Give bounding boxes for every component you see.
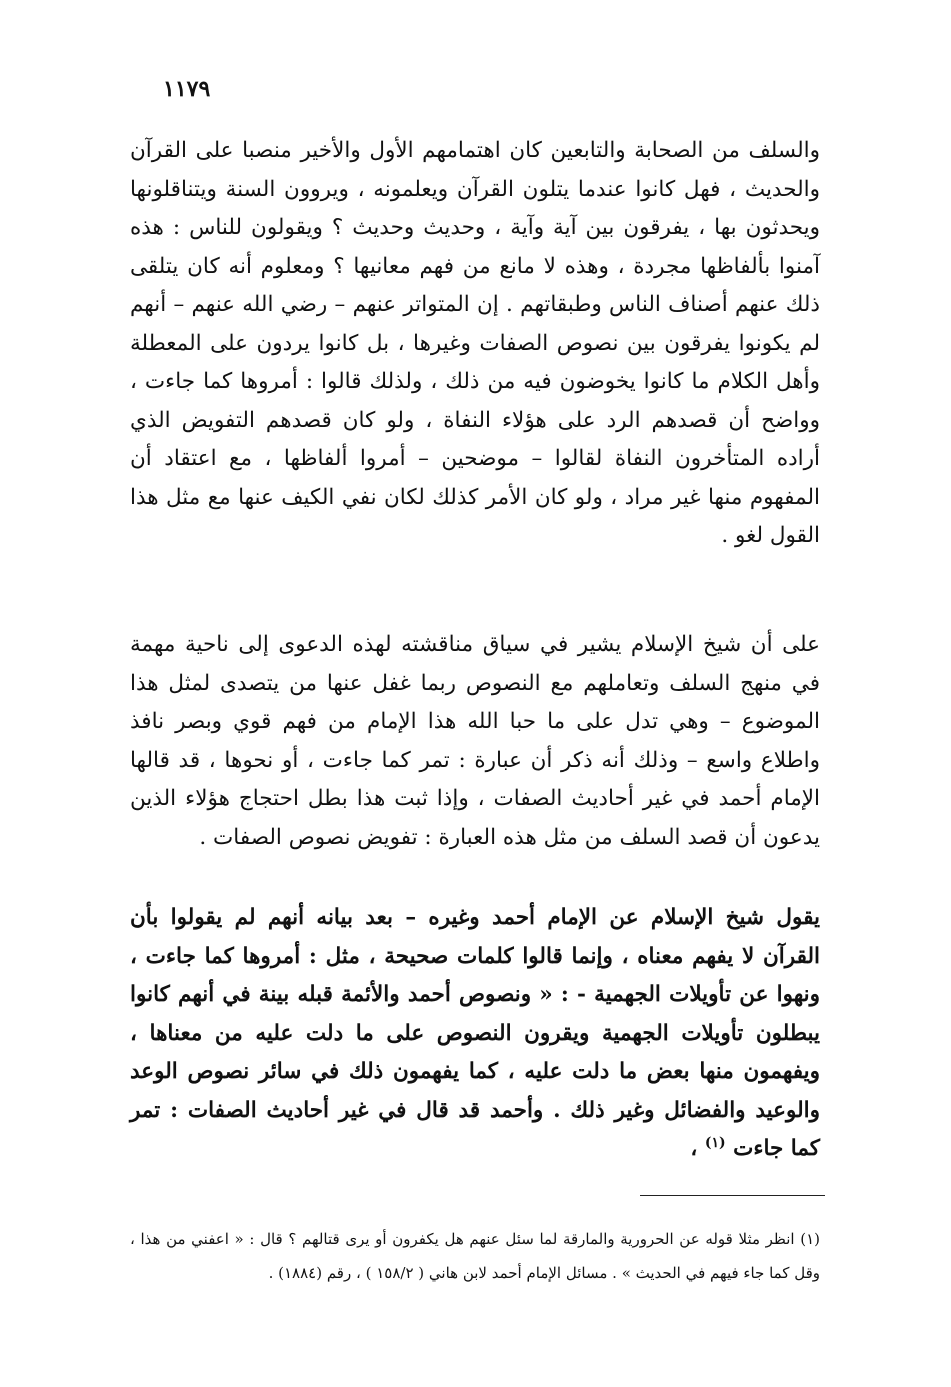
paragraph-3-tail: ،: [690, 1136, 705, 1161]
paragraph-3-text: يقول شيخ الإسلام عن الإمام أحمد وغيره – بعد بيانه أنهم لم يقولوا بأن القرآن لا يفهم معناه ، وإنما قالوا كلمات صحيحة ، مثل : أمروها كما جاءت ، ونهوا عن تأويلات الجهمية - : « ونصوص أحمد والأئمة قبله بينة في أنهم كانوا يبطلون تأويلات الجهمية ويقرون النصوص على ما دلت عليه من معناها ، ويفهمون منها بعض ما دلت عليه ، كما يفهمون ذلك في سائر نصوص الوعد والوعيد والفضائل وغير ذلك . وأحمد قد قال في غير أحاديث الصفات : تمر كما جاءت: [130, 905, 820, 1161]
paragraph-2: على أن شيخ الإسلام يشير في سياق مناقشته لهذه الدعوى إلى ناحية مهمة في منهج السلف وتعاملهم مع النصوص ربما غفل عنها من يتصدى لمثل هذا الموضوع – وهي تدل على ما حبا الله هذا الإمام من فهم قوي وبصر نافذ واطلاع واسع – وذلك أنه ذكر أن عبارة : تمر كما جاءت ، أو نحوها ، قد قالها الإمام أحمد في غير أحاديث الصفات ، وإذا ثبت هذا بطل احتجاج هؤلاء الذين يدعون أن قصد السلف من مثل هذه العبارة : تفويض نصوص الصفات .: [130, 632, 820, 850]
footnote-divider: [640, 1195, 825, 1196]
page-number: ١١٧٩: [163, 76, 211, 102]
paragraph-3: [130, 899, 820, 1169]
paragraph-1: والسلف من الصحابة والتابعين كان اهتمامهم الأول والأخير منصبا على القرآن والحديث ، فهل كانوا عندما يتلون القرآن ويعلمونه ، ويروون السنة ويتناقلونها ويحدثون بها ، يفرقون بين آية وآية ، وحديث وحديث ؟ ويقولون للناس : هذه آمنوا بألفاظها مجردة ، وهذه لا مانع من فهم معانيها ؟ ومعلوم أنه كان يتلقى ذلك عنهم أصناف الناس وطبقاتهم . إن المتواتر عنهم – رضي الله عنهم – أنهم لم يكونوا يفرقون بين نصوص الصفات وغيرها ، بل كانوا يردون على المعطلة وأهل الكلام ما كانوا يخوضون فيه من ذلك ، ولذلك قالوا : أمروها كما جاءت ، وواضح أن قصدهم الرد على هؤلاء النفاة ، ولو كان قصدهم التفويض الذي أراده المتأخرون النفاة لقالوا – موضحين – أمروا ألفاظها ، مع اعتقاد أن المفهوم منها غير مراد ، ولو كان الأمر كذلك لكان نفي الكيف عنها مع مثل هذا القول لغو .: [130, 138, 820, 548]
footnote-marker: (١): [704, 1134, 726, 1151]
footnote: (١) انظر مثلا قوله عن الحرورية والمارقة لما سئل عنهم هل يكفرون أو يرى قتالهم ؟ قال : « اعفني من هذا ، وقل كما جاء فيهم في الحديث » . مسائل الإمام أحمد لابن هاني ( ١٥٨/٢ ) ، رقم (١٨٨٤) .: [130, 1230, 820, 1282]
